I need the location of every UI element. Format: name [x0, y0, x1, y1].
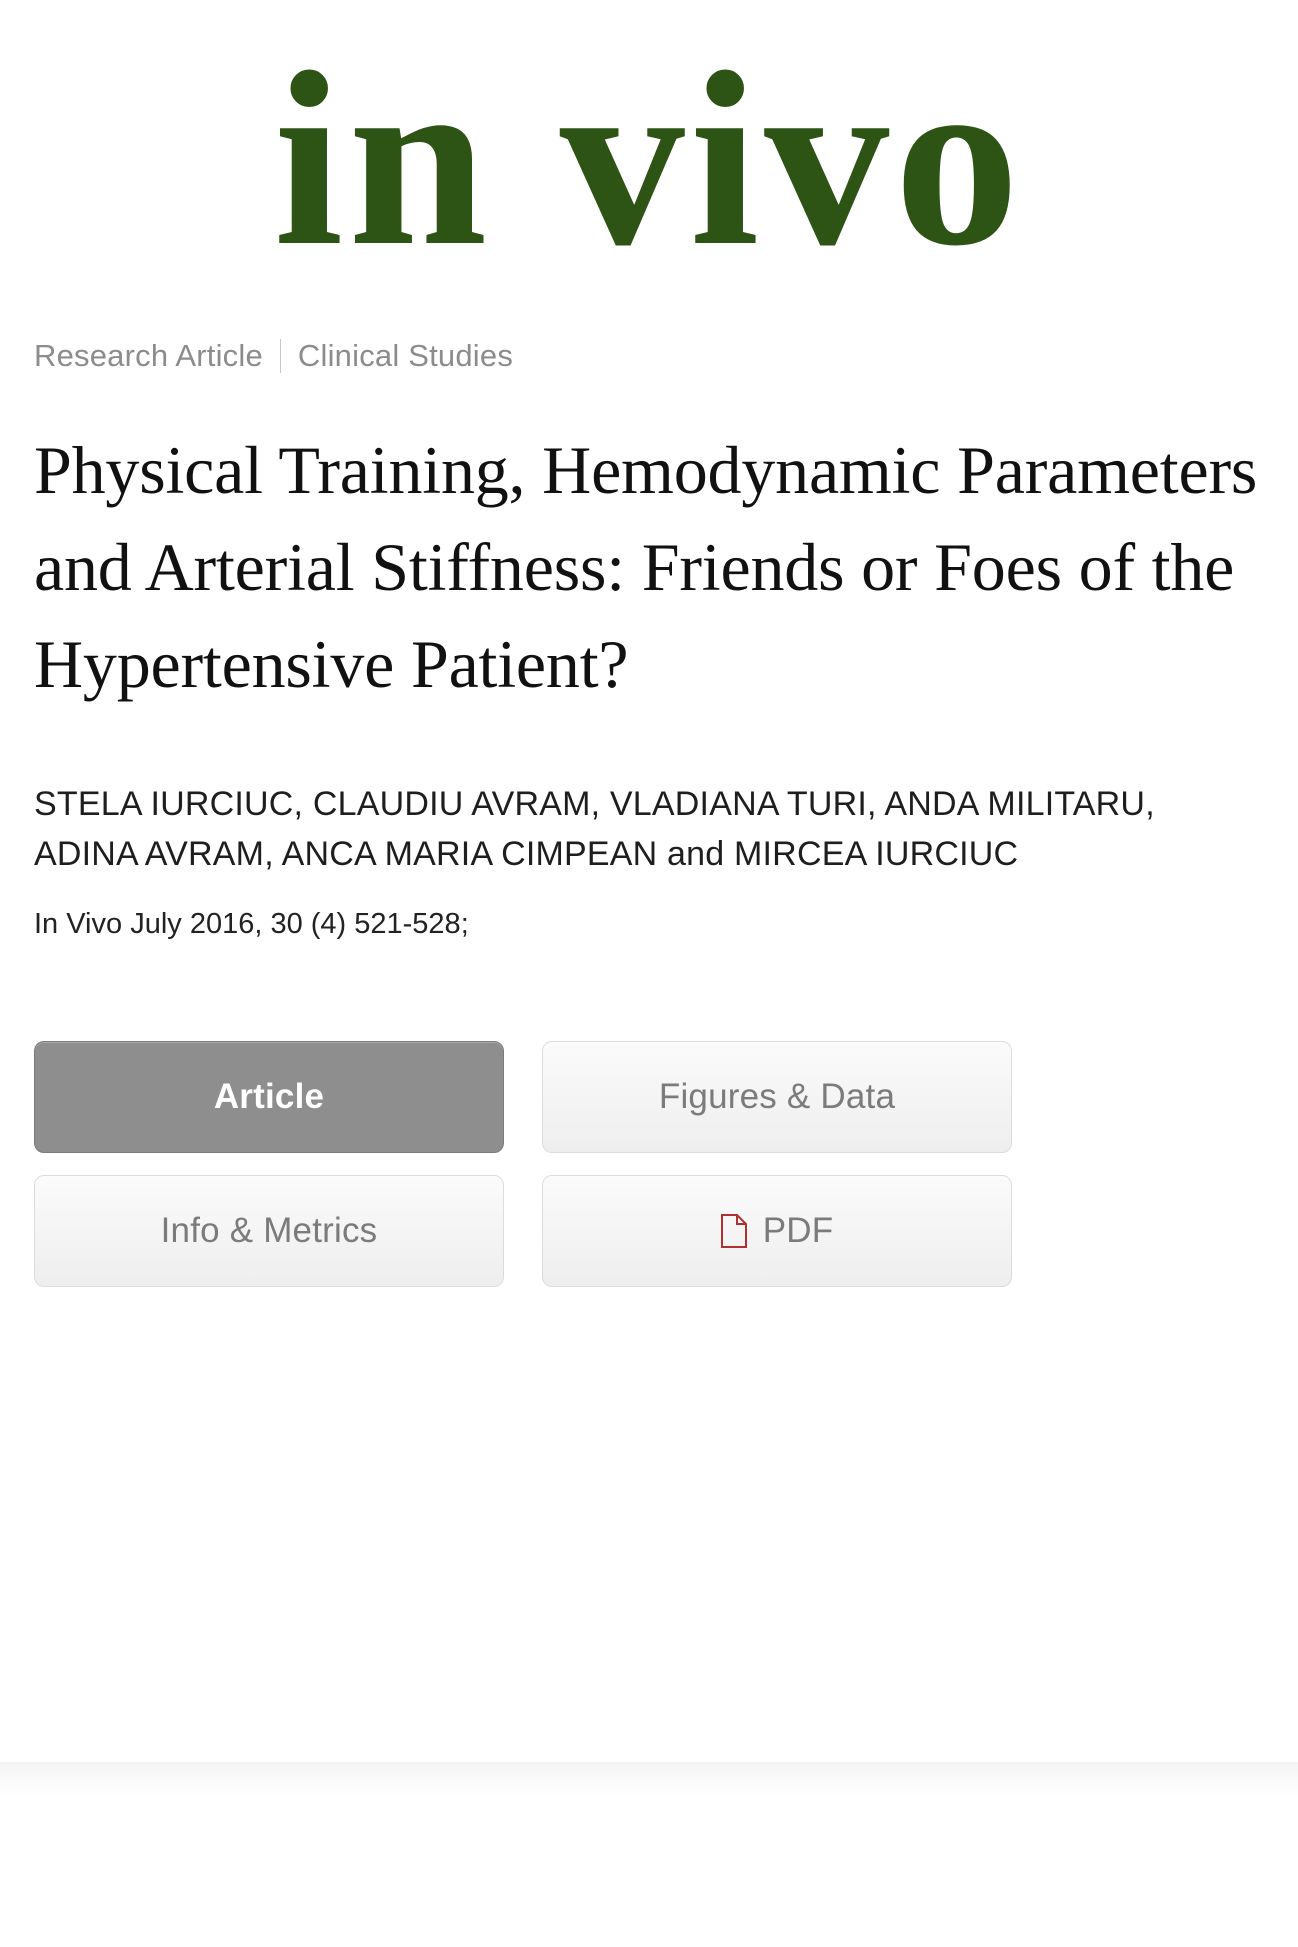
- tab-info-and-metrics-label: Info & Metrics: [160, 1211, 378, 1250]
- tab-article-label: Article: [213, 1077, 325, 1116]
- tab-article[interactable]: [34, 1041, 504, 1153]
- tab-row-separator: [0, 1762, 1298, 1796]
- tab-pdf[interactable]: [542, 1175, 1012, 1287]
- tab-pdf-label: PDF: [762, 1211, 834, 1250]
- article-section-label: Clinical Studies: [297, 338, 514, 373]
- tab-info-and-metrics[interactable]: [34, 1175, 504, 1287]
- article-type-label: Research Article: [34, 338, 263, 373]
- article-kicker: [0, 338, 1298, 374]
- page-title: Physical Training, Hemodynamic Parameters and Arterial Stiffness: Friends or Foes of the Hypertensive Patient?: [34, 432, 1258, 702]
- tab-figures-and-data-label: Figures & Data: [658, 1077, 896, 1116]
- article-tab-bar: [0, 1041, 1298, 1287]
- author-list: STELA IURCIUC, CLAUDIU AVRAM, VLADIANA TURI, ANDA MILITARU, ADINA AVRAM, ANCA MARIA CIMPEAN and MIRCEA IURCIUC: [34, 785, 1155, 873]
- citation-line: In Vivo July 2016, 30 (4) 521-528;: [34, 908, 469, 940]
- kicker-divider: [280, 339, 281, 373]
- journal-logo: in vivo: [273, 21, 1025, 298]
- pdf-file-icon: [721, 1214, 747, 1248]
- tab-figures-and-data[interactable]: [542, 1041, 1012, 1153]
- journal-masthead: [0, 0, 1298, 310]
